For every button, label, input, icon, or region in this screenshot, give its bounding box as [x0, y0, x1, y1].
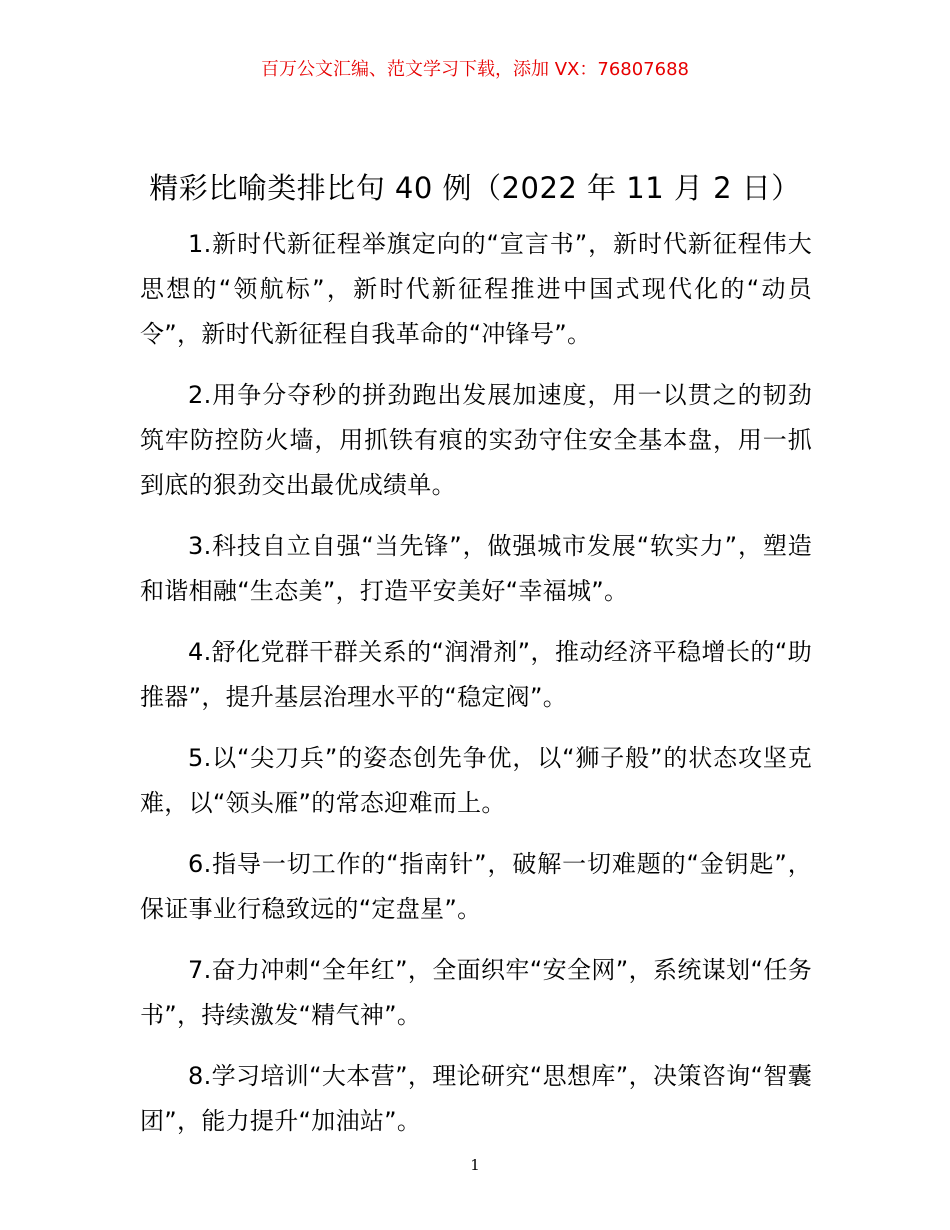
paragraph: 4.舒化党群干群关系的“润滑剂”，推动经济平稳增长的“助推器”，提升基层治理水平的“稳定阀”。	[140, 638, 812, 711]
paragraph: 8.学习培训“大本营”，理论研究“思想库”，决策咨询“智囊团”，能力提升“加油站”。	[140, 1062, 812, 1135]
paragraph: 1.新时代新征程举旗定向的“宣言书”，新时代新征程伟大思想的“领航标”，新时代新征程推进中国式现代化的“动员令”，新时代新征程自我革命的“冲锋号”。	[140, 230, 812, 348]
document-body	[140, 222, 812, 1160]
paragraph: 7.奋力冲刺“全年红”，全面织牢“安全网”，系统谋划“任务书”，持续激发“精气神”。	[140, 956, 812, 1029]
page-title: 精彩比喻类排比句 40 例（2022 年 11 月 2 日）	[149, 171, 801, 205]
paragraph: 3.科技自立自强“当先锋”，做强城市发展“软实力”，塑造和谐相融“生态美”，打造平安美好“幸福城”。	[140, 532, 812, 605]
paragraph: 2.用争分夺秒的拼劲跑出发展加速度，用一以贯之的韧劲筑牢防控防火墙，用抓铁有痕的实劲守住安全基本盘，用一抓到底的狠劲交出最优成绩单。	[140, 381, 812, 499]
page-number: 1	[470, 1156, 480, 1174]
header-banner: 百万公文汇编、范文学习下载，添加 VX：76807688	[261, 59, 689, 80]
paragraph: 6.指导一切工作的“指南针”，破解一切难题的“金钥匙”，保证事业行稳致远的“定盘星”。	[140, 850, 812, 923]
paragraph: 5.以“尖刀兵”的姿态创先争优，以“狮子般”的状态攻坚克难，以“领头雁”的常态迎难而上。	[140, 744, 812, 817]
